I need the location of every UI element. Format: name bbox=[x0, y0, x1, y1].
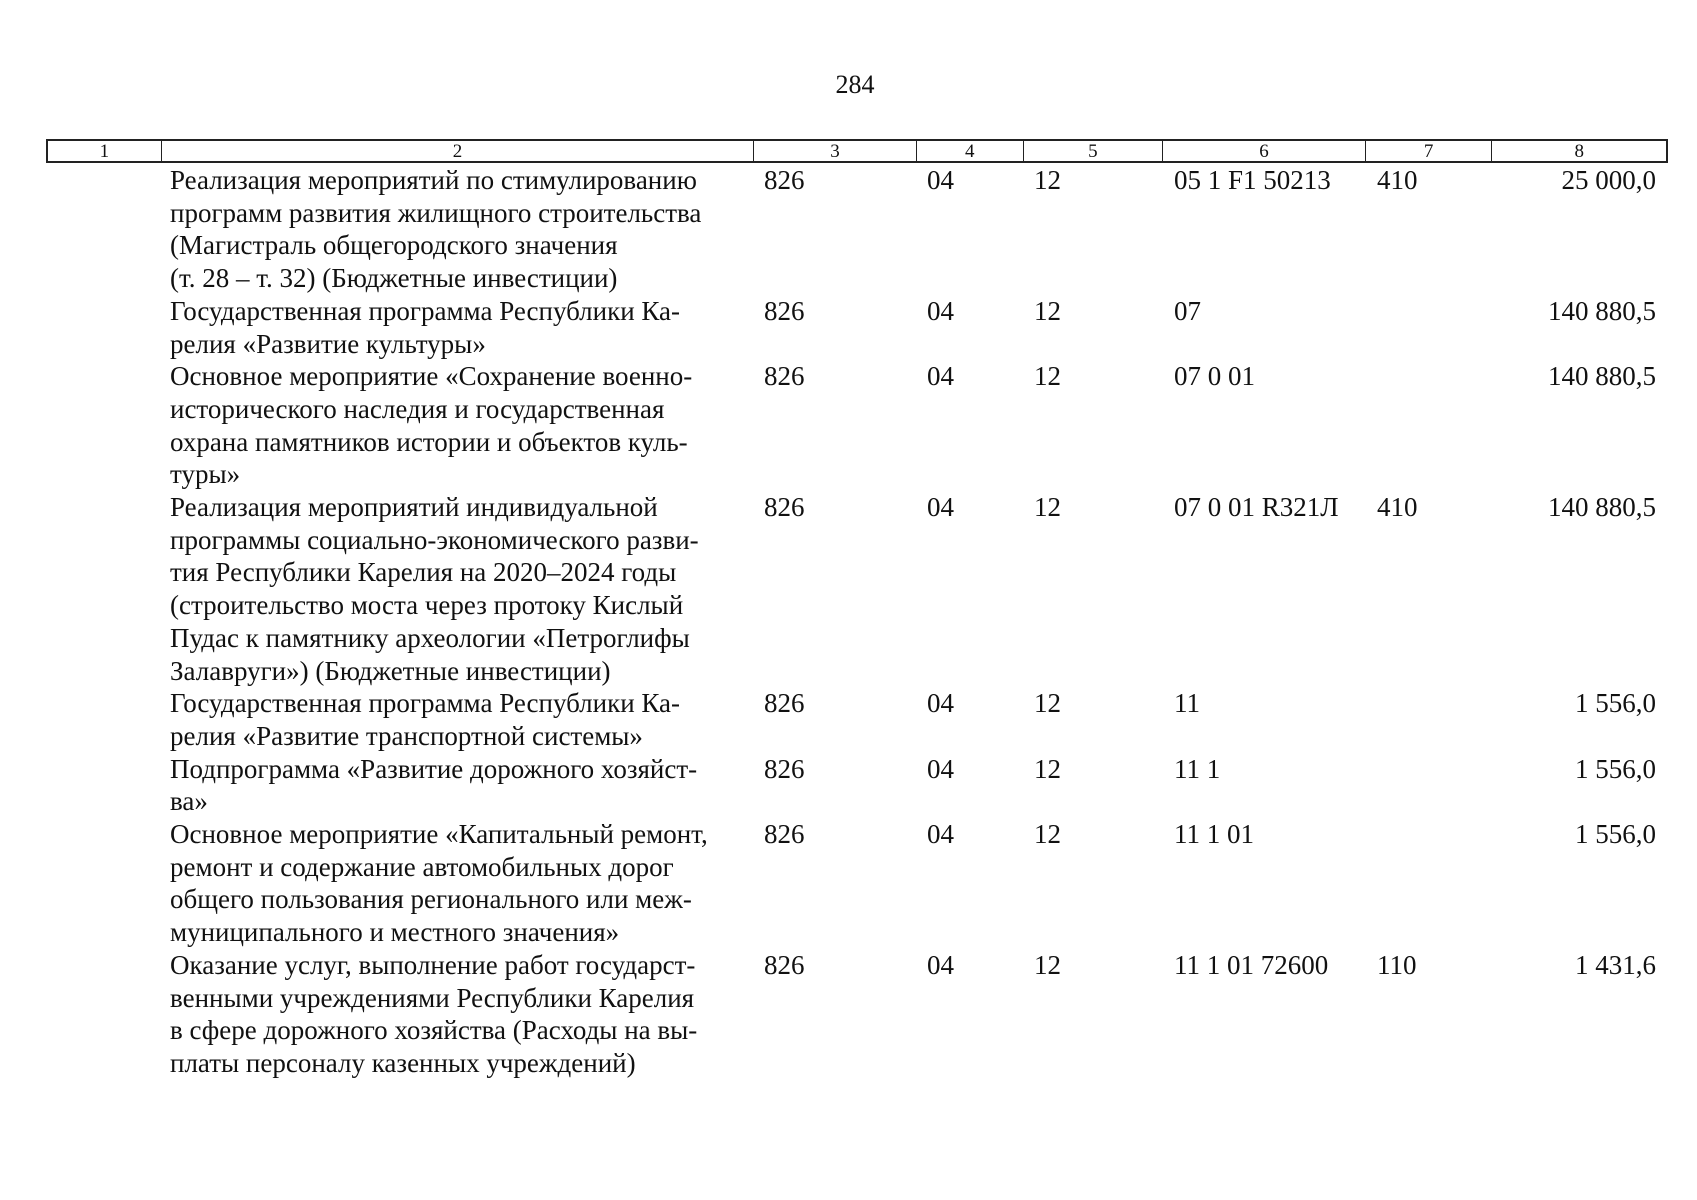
cell-expense-type: 410 bbox=[1377, 492, 1418, 523]
cell-subsection: 12 bbox=[1034, 819, 1061, 850]
cell-item-name bbox=[160, 360, 754, 491]
cell-section: 04 bbox=[927, 753, 954, 784]
cell-expense-type bbox=[1367, 753, 1494, 818]
cell-subsection: 12 bbox=[1034, 492, 1061, 523]
table-row bbox=[46, 164, 1668, 295]
cell-target-article: 07 0 01 R321Л bbox=[1174, 492, 1339, 523]
page-number: 284 bbox=[835, 70, 875, 99]
table-row bbox=[46, 818, 1668, 949]
cell-ministry-code: 826 bbox=[764, 361, 805, 392]
table-row bbox=[46, 295, 1668, 360]
cell-amount: 1 431,6 bbox=[1575, 949, 1656, 980]
cell-col-1 bbox=[46, 164, 160, 295]
cell-subsection: 12 bbox=[1034, 753, 1061, 784]
cell-ministry-code: 826 bbox=[764, 753, 805, 784]
item-name-line: (строительство моста через протоку Кислый bbox=[170, 590, 684, 621]
item-name-line: программы социально-экономического разви- bbox=[170, 524, 699, 555]
item-name-line: ва» bbox=[170, 786, 208, 817]
cell-col-1 bbox=[46, 949, 160, 1080]
cell-expense-type: 110 bbox=[1377, 949, 1417, 980]
cell-expense-type bbox=[1367, 360, 1494, 491]
cell-item-name bbox=[160, 753, 754, 818]
cell-ministry-code: 826 bbox=[764, 819, 805, 850]
item-name-line: исторического наследия и государственная bbox=[170, 393, 665, 424]
table-row bbox=[46, 491, 1668, 687]
cell-item-name bbox=[160, 491, 754, 687]
item-name-line: Реализация мероприятий по стимулированию bbox=[170, 165, 697, 195]
item-name-line: тия Республики Карелия на 2020–2024 годы bbox=[170, 557, 677, 588]
cell-ministry-code: 826 bbox=[764, 295, 805, 326]
cell-amount: 140 880,5 bbox=[1548, 295, 1656, 326]
cell-target-article: 11 bbox=[1174, 688, 1200, 719]
item-name-line: Государственная программа Республики Ка- bbox=[170, 688, 681, 719]
cell-target-article: 11 1 01 72600 bbox=[1174, 949, 1329, 980]
cell-target-article: 11 1 bbox=[1174, 753, 1221, 784]
column-header-1: 1 bbox=[48, 141, 162, 161]
item-name-line: туры» bbox=[170, 459, 241, 490]
item-name-line: (т. 28 – т. 32) (Бюджетные инвестиции) bbox=[170, 263, 618, 294]
item-name-line: релия «Развитие транспортной системы» bbox=[170, 720, 643, 751]
cell-item-name bbox=[160, 295, 754, 360]
cell-col-1 bbox=[46, 687, 160, 752]
cell-amount: 1 556,0 bbox=[1575, 688, 1656, 719]
cell-ministry-code: 826 bbox=[764, 492, 805, 523]
cell-section: 04 bbox=[927, 361, 954, 392]
item-name-line: Реализация мероприятий индивидуальной bbox=[170, 492, 658, 523]
cell-subsection: 12 bbox=[1034, 949, 1061, 980]
cell-target-article: 07 0 01 bbox=[1174, 361, 1255, 392]
cell-amount: 25 000,0 bbox=[1561, 165, 1656, 195]
item-name-line: общего пользования регионального или меж- bbox=[170, 884, 692, 915]
cell-expense-type bbox=[1367, 295, 1494, 360]
cell-col-1 bbox=[46, 491, 160, 687]
column-header-2: 2 bbox=[162, 141, 755, 161]
cell-amount: 1 556,0 bbox=[1575, 819, 1656, 850]
cell-amount: 140 880,5 bbox=[1548, 492, 1656, 523]
item-name-line: Государственная программа Республики Ка- bbox=[170, 295, 681, 326]
item-name-line: Основное мероприятие «Капитальный ремонт, bbox=[170, 819, 708, 850]
cell-expense-type bbox=[1367, 818, 1494, 949]
cell-expense-type bbox=[1367, 687, 1494, 752]
cell-section: 04 bbox=[927, 165, 954, 195]
cell-section: 04 bbox=[927, 949, 954, 980]
table-row bbox=[46, 687, 1668, 752]
cell-item-name bbox=[160, 687, 754, 752]
column-header-6: 6 bbox=[1163, 141, 1366, 161]
item-name-line: (Магистраль общегородского значения bbox=[170, 230, 618, 261]
column-header-7: 7 bbox=[1366, 141, 1493, 161]
column-header-8: 8 bbox=[1574, 141, 1584, 162]
cell-section: 04 bbox=[927, 492, 954, 523]
cell-expense-type: 410 bbox=[1377, 165, 1418, 195]
cell-item-name bbox=[160, 949, 754, 1080]
cell-item-name bbox=[160, 164, 754, 295]
item-name-line: Оказание услуг, выполнение работ государст- bbox=[170, 949, 696, 980]
cell-target-article: 05 1 F1 50213 bbox=[1174, 165, 1331, 195]
cell-col-1 bbox=[46, 360, 160, 491]
item-name-line: венными учреждениями Республики Карелия bbox=[170, 982, 695, 1013]
cell-ministry-code: 826 bbox=[764, 165, 805, 195]
cell-amount: 1 556,0 bbox=[1575, 753, 1656, 784]
cell-subsection: 12 bbox=[1034, 688, 1061, 719]
cell-subsection: 12 bbox=[1034, 165, 1061, 195]
item-name-line: ремонт и содержание автомобильных дорог bbox=[170, 851, 674, 882]
cell-target-article: 07 bbox=[1174, 295, 1201, 326]
item-name-line: Подпрограмма «Развитие дорожного хозяйст- bbox=[170, 753, 698, 784]
item-name-line: Основное мероприятие «Сохранение военно- bbox=[170, 361, 693, 392]
table-row bbox=[46, 753, 1668, 818]
column-header-5: 5 bbox=[1024, 141, 1164, 161]
cell-col-1 bbox=[46, 753, 160, 818]
cell-amount: 140 880,5 bbox=[1548, 361, 1656, 392]
table-header-row bbox=[46, 139, 1668, 163]
cell-target-article: 11 1 01 bbox=[1174, 819, 1254, 850]
item-name-line: в сфере дорожного хозяйства (Расходы на вы- bbox=[170, 1015, 698, 1046]
item-name-line: программ развития жилищного строительства bbox=[170, 197, 702, 228]
item-name-line: Пудас к памятнику археологии «Петроглифы bbox=[170, 622, 690, 653]
table-row bbox=[46, 360, 1668, 491]
item-name-line: релия «Развитие культуры» bbox=[170, 328, 486, 359]
cell-section: 04 bbox=[927, 819, 954, 850]
cell-col-1 bbox=[46, 295, 160, 360]
item-name-line: платы персоналу казенных учреждений) bbox=[170, 1047, 636, 1078]
cell-section: 04 bbox=[927, 295, 954, 326]
table-body bbox=[46, 164, 1668, 1080]
table-row bbox=[46, 949, 1668, 1080]
item-name-line: Залавруги») (Бюджетные инвестиции) bbox=[170, 655, 611, 686]
cell-item-name bbox=[160, 818, 754, 949]
cell-section: 04 bbox=[927, 688, 954, 719]
column-header-4: 4 bbox=[917, 141, 1024, 161]
cell-subsection: 12 bbox=[1034, 295, 1061, 326]
cell-col-1 bbox=[46, 818, 160, 949]
cell-ministry-code: 826 bbox=[764, 949, 805, 980]
column-header-3: 3 bbox=[754, 141, 917, 161]
item-name-line: муниципального и местного значения» bbox=[170, 917, 620, 948]
cell-ministry-code: 826 bbox=[764, 688, 805, 719]
item-name-line: охрана памятников истории и объектов куль- bbox=[170, 426, 688, 457]
cell-subsection: 12 bbox=[1034, 361, 1061, 392]
